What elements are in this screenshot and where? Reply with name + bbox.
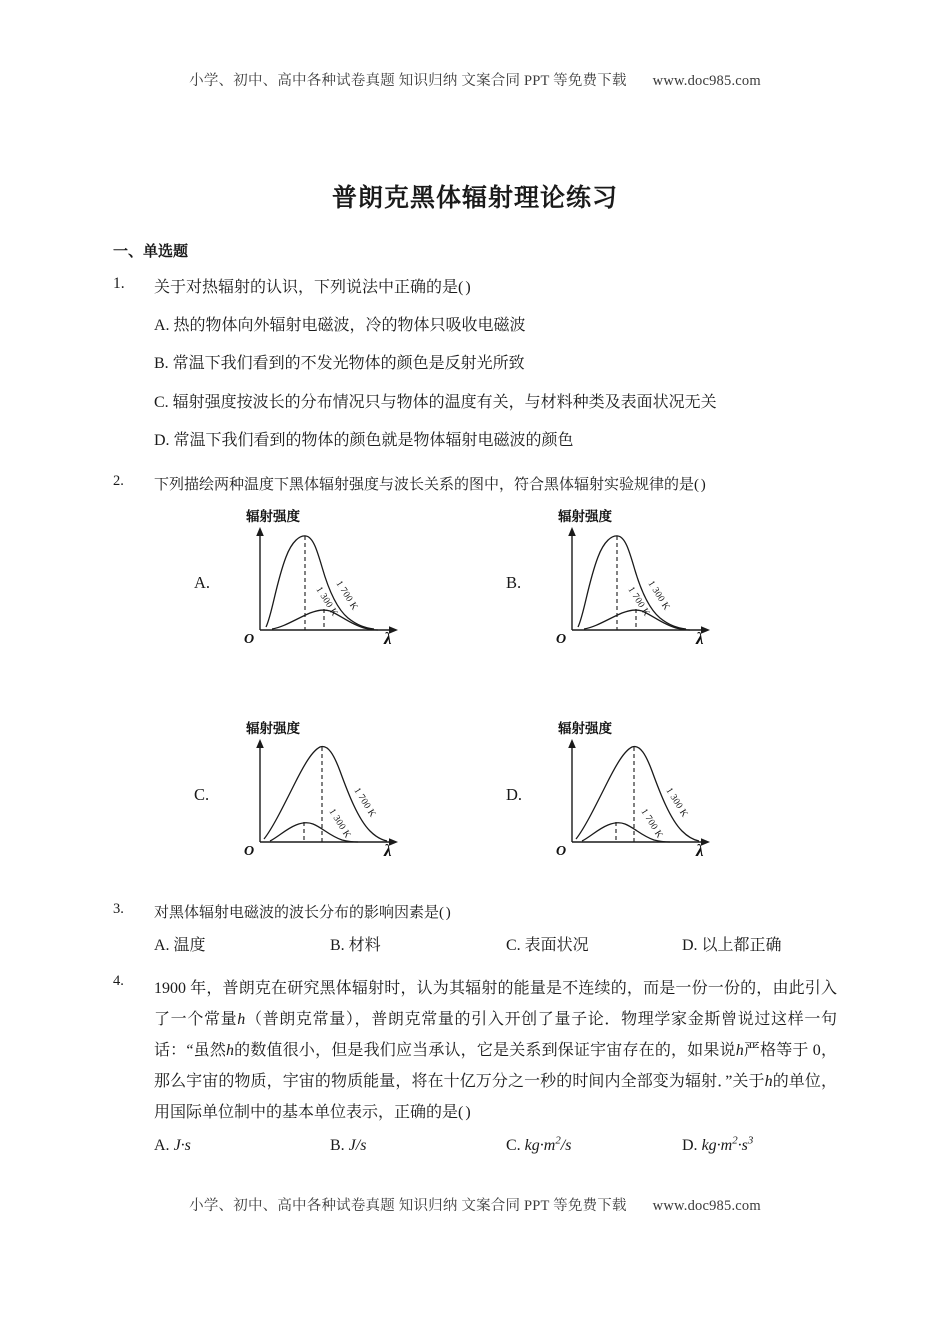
running-footer-text: 小学、初中、高中各种试卷真题 知识归纳 文案合同 PPT 等免费下载 bbox=[189, 1198, 627, 1214]
figure-option-b-label: B. bbox=[506, 573, 522, 593]
question-4 bbox=[113, 973, 837, 1155]
question-1-option-a[interactable]: A. 热的物体向外辐射电磁波，冷的物体只吸收电磁波 bbox=[154, 316, 526, 334]
question-4-option-c[interactable] bbox=[506, 1134, 682, 1155]
figure-d-tall-curve-temp: 1 300 K bbox=[663, 786, 690, 820]
question-4-option-a[interactable] bbox=[154, 1137, 330, 1155]
question-4-option-d-unit: kg·m bbox=[701, 1136, 733, 1154]
figure-option-d-label: D. bbox=[506, 785, 523, 805]
question-4-stem-part-1: 1900 年，普朗克在研究黑体辐射时，认为其辐射的能量是不连续的，而是一份一份的，由此引入了一个常量 bbox=[154, 979, 837, 1028]
running-header-text: 小学、初中、高中各种试卷真题 知识归纳 文案合同 PPT 等免费下载 bbox=[189, 73, 627, 89]
figure-d-caption: 辐射强度 bbox=[558, 721, 612, 737]
figure-option-a-chart bbox=[224, 505, 434, 645]
figure-c-origin-label: O bbox=[244, 844, 255, 858]
figure-b-tall-curve-temp: 1 300 K bbox=[645, 579, 672, 613]
figure-d-x-axis-label: λ bbox=[696, 841, 704, 858]
question-4-option-c-unit: kg·m bbox=[524, 1136, 556, 1154]
figure-b-origin-label: O bbox=[556, 632, 567, 646]
question-4-option-b[interactable] bbox=[330, 1137, 506, 1155]
figure-b-short-curve bbox=[584, 610, 690, 630]
question-4-symbol-h-2: h bbox=[226, 1041, 234, 1059]
question-3 bbox=[113, 901, 837, 954]
figure-d-short-curve-temp: 1 700 K bbox=[638, 807, 665, 841]
figure-a-origin-label: O bbox=[244, 632, 255, 646]
question-1-number: 1. bbox=[113, 275, 125, 292]
question-4-option-d-exponent-1: 2 bbox=[732, 1134, 738, 1147]
figure-c-x-axis-label: λ bbox=[384, 841, 392, 858]
question-4-option-b-unit: J/s bbox=[348, 1136, 367, 1154]
figure-option-d[interactable] bbox=[484, 717, 784, 892]
figure-b-caption: 辐射强度 bbox=[558, 509, 612, 525]
question-4-symbol-h-4: h bbox=[764, 1073, 773, 1091]
document-content bbox=[113, 240, 837, 1159]
figure-option-d-chart bbox=[536, 717, 746, 857]
figure-option-c-chart bbox=[224, 717, 434, 857]
question-4-stem-part-4: 严格等于 0，那么宇宙的物质，宇宙的物质能量，将在十亿万分之一秒的时间内全部变为辐射．”关于 bbox=[154, 1041, 837, 1091]
question-1 bbox=[113, 275, 837, 455]
running-header bbox=[0, 69, 950, 90]
figure-c-tall-curve bbox=[264, 747, 387, 841]
question-4-symbol-h-1: h bbox=[237, 1010, 246, 1028]
figure-option-a[interactable] bbox=[172, 505, 472, 680]
question-4-stem bbox=[154, 973, 837, 1129]
question-2-figure-grid bbox=[154, 505, 878, 895]
question-1-option-b[interactable]: B. 常温下我们看到的不发光物体的颜色是反射光所致 bbox=[154, 355, 525, 373]
question-4-number: 4. bbox=[113, 972, 124, 989]
figure-c-short-curve-temp: 1 300 K bbox=[326, 807, 353, 841]
figure-b-short-curve-temp: 1 700 K bbox=[625, 585, 652, 619]
figure-c-y-arrow bbox=[256, 739, 264, 748]
question-3-stem bbox=[154, 901, 837, 925]
question-2-stem bbox=[154, 473, 837, 497]
question-4-option-d-tail: ·s bbox=[737, 1136, 748, 1154]
figure-a-x-axis-label: λ bbox=[384, 629, 392, 646]
figure-a-tall-curve bbox=[266, 536, 374, 629]
section-heading: 一、单选题 bbox=[113, 243, 189, 260]
question-2-number: 2. bbox=[113, 472, 124, 489]
question-4-option-c-tail: /s bbox=[560, 1136, 572, 1154]
question-4-option-b-letter: B. bbox=[330, 1136, 345, 1154]
question-4-options bbox=[154, 1134, 837, 1155]
figure-b-x-axis-label: λ bbox=[696, 629, 704, 646]
figure-option-b-chart bbox=[536, 505, 746, 645]
figure-d-origin-label: O bbox=[556, 844, 567, 858]
figure-a-tall-curve-temp: 1 700 K bbox=[333, 579, 360, 613]
question-3-option-a[interactable]: A. 温度 bbox=[154, 936, 206, 954]
figure-d-tall-curve bbox=[576, 747, 699, 841]
question-1-stem-text: 关于对热辐射的认识，下列说法中正确的是 bbox=[154, 279, 459, 296]
question-1-answer-blank[interactable] bbox=[458, 279, 470, 296]
question-4-option-d-letter: D. bbox=[682, 1136, 698, 1154]
figure-b-y-arrow bbox=[568, 527, 576, 536]
figure-a-caption: 辐射强度 bbox=[246, 509, 300, 525]
question-3-option-c[interactable]: C. 表面状况 bbox=[506, 936, 589, 954]
figure-c-caption: 辐射强度 bbox=[246, 721, 300, 737]
question-1-option-d[interactable]: D. 常温下我们看到的物体的颜色就是物体辐射电磁波的颜色 bbox=[154, 432, 574, 450]
question-3-option-d[interactable]: D. 以上都正确 bbox=[682, 936, 782, 954]
question-3-answer-blank[interactable] bbox=[439, 905, 450, 921]
question-2 bbox=[113, 473, 837, 895]
question-4-answer-blank[interactable] bbox=[458, 1104, 470, 1121]
figure-a-short-curve bbox=[272, 610, 378, 630]
question-1-option-c[interactable]: C. 辐射强度按波长的分布情况只与物体的温度有关，与材料种类及表面状况无关 bbox=[154, 393, 717, 411]
question-4-option-d-exponent-2: 3 bbox=[747, 1134, 754, 1147]
question-3-option-b[interactable]: B. 材料 bbox=[330, 936, 381, 954]
question-4-option-c-exponent: 2 bbox=[555, 1134, 561, 1147]
figure-option-c[interactable] bbox=[172, 717, 472, 892]
question-4-symbol-h-3: h bbox=[735, 1041, 744, 1059]
figure-a-y-arrow bbox=[256, 527, 264, 536]
page-title: 普朗克黑体辐射理论练习 bbox=[331, 184, 618, 212]
figure-a-short-curve-temp: 1 300 K bbox=[313, 585, 340, 619]
figure-d-y-arrow bbox=[568, 739, 576, 748]
figure-b-tall-curve bbox=[578, 536, 686, 629]
question-2-stem-text: 下列描绘两种温度下黑体辐射强度与波长关系的图中，符合黑体辐射实验规律的是 bbox=[154, 476, 695, 493]
question-2-answer-blank[interactable] bbox=[694, 477, 705, 493]
figure-option-a-label: A. bbox=[194, 573, 211, 593]
question-4-stem-part-3: 的数值很小，但是我们应当承认，它是关系到保证宇宙存在的，如果说 bbox=[234, 1041, 736, 1059]
question-3-options bbox=[154, 932, 837, 955]
figure-option-c-label: C. bbox=[194, 785, 210, 805]
question-4-option-c-letter: C. bbox=[506, 1136, 521, 1154]
figure-option-b[interactable] bbox=[484, 505, 784, 680]
question-4-stem-part-2: （普朗克常量），普朗克常量的引入开创了量子论．物理学家金斯曾说过这样一句话：“虽然 bbox=[154, 1010, 837, 1059]
figure-c-tall-curve-temp: 1 700 K bbox=[351, 786, 378, 820]
question-4-stem-part-5: 的单位，用国际单位制中的基本单位表示，正确的是 bbox=[154, 1073, 837, 1122]
question-4-option-a-letter: A. bbox=[154, 1136, 170, 1154]
question-3-number: 3. bbox=[113, 901, 124, 918]
running-footer-url: www.doc985.com bbox=[652, 1198, 761, 1214]
question-1-stem bbox=[154, 275, 837, 301]
question-3-stem-text: 对黑体辐射电磁波的波长分布的影响因素是 bbox=[154, 905, 440, 922]
running-footer bbox=[0, 1194, 950, 1215]
question-4-option-a-unit: J·s bbox=[173, 1136, 191, 1154]
running-header-url: www.doc985.com bbox=[652, 73, 761, 89]
question-4-option-d[interactable] bbox=[682, 1134, 754, 1155]
